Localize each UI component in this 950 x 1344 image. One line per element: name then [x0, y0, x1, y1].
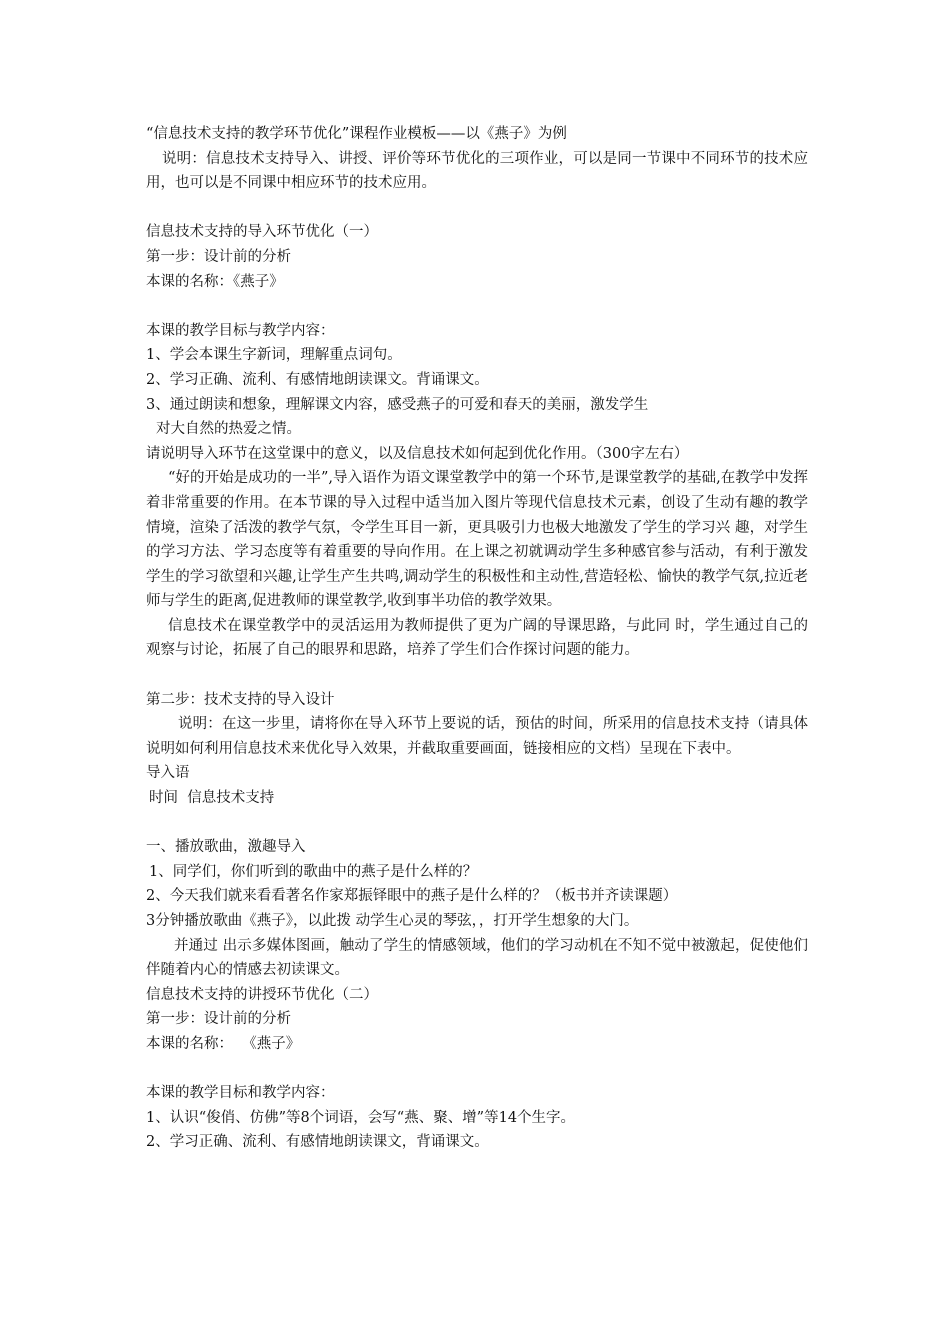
section1-goal-1: 1、学会本课生字新词，理解重点词句。 — [146, 347, 402, 364]
column-intro-label: 导入语 — [146, 765, 190, 782]
section1-paragraph-2: 信息技术在课堂教学中的灵活运用为教师提供了更为广阔的导课思路，与此同 时，学生通过自己的观察与讨论，拓展了自己的眼界和思路，培养了学生们合作探讨问题的能力。 — [146, 617, 808, 659]
intro-note: 说明：信息技术支持导入、讲授、评价等环节优化的三项作业，可以是同一节课中不同环节的技术应用，也可以是不同课中相应环节的技术应用。 — [146, 150, 808, 192]
blank-line — [146, 811, 808, 836]
question-2: 2、今天我们就来看看著名作家郑振铎眼中的燕子是什么样的？（板书并齐读课题） — [146, 888, 678, 905]
blank-line — [146, 294, 808, 319]
section1-step2-note: 说明：在这一步里，请将你在导入环节上要说的话，预估的时间，所采用的信息技术支持（请具体说明如何利用信息技术来优化导入效果，并截取重要画面，链接相应的文档）呈现在下表中。 — [146, 716, 808, 757]
section1-paragraph-3: 并通过 出示多媒体图画，触动了学生的情感领域，他们的学习动机在不知不觉中被激起，促使他们伴随着内心的情感去初读课文。 — [146, 937, 808, 979]
section1-goal-3-cont: 对大自然的热爱之情。 — [156, 421, 301, 438]
section1-goal-3: 3、通过朗读和想象，理解课文内容，感受燕子的可爱和春天的美丽，激发学生 — [146, 396, 649, 413]
section1-lesson-name: 本课的名称：《燕子》 — [146, 273, 284, 290]
blank-line — [146, 196, 808, 221]
document-page — [146, 122, 808, 1155]
question-1: 1、同学们，你们听到的歌曲中的燕子是什么样的？ — [149, 863, 478, 880]
section2-goal-2: 2、学习正确、流利、有感情地朗读课文，背诵课文。 — [146, 1134, 489, 1151]
blank-line — [146, 1057, 808, 1082]
section2-goals-heading: 本课的教学目标和教学内容： — [146, 1085, 335, 1102]
document-title: “信息技术支持的教学环节优化”课程作业模板——以《燕子》为例 — [146, 126, 567, 142]
column-time-tech-label: 时间 信息技术支持 — [149, 790, 275, 807]
section1-heading: 信息技术支持的导入环节优化（一） — [146, 224, 378, 241]
section1-paragraph-1: “好的开始是成功的一半”,导入语作为语文课堂教学中的第一个环节,是课堂教学的基础,在教学中发挥着非常重要的作用。在本节课的导入过程中适当加入图片等现代信息技术元素，创设了生动有趣的教学情境，渲染了活泼的教学气氛，令学生耳目一新，更具吸引力也极大地激发了学生的学习兴 趣，对学生的学习方法、学习态度等有着重要的导向作用。在上课之初就调动学生多种感官参与活动，有利于激发学生的学习欲望和兴趣,让学生产生共鸣,调动学生的积极性和主动性,营造轻松、愉快的教学气氛,拉近老师与学生的距离,促进教师的课堂教学,收到事半功倍的教学效果。 — [146, 470, 808, 610]
section2-lesson-name: 本课的名称： 《燕子》 — [146, 1035, 301, 1052]
section2-step1: 第一步：设计前的分析 — [146, 1011, 291, 1028]
part1-heading: 一、播放歌曲，激趣导入 — [146, 839, 306, 856]
section1-question: 请说明导入环节在这堂课中的意义，以及信息技术如何起到优化作用。（300字左右） — [146, 445, 689, 462]
section1-step2: 第二步：技术支持的导入设计 — [146, 691, 335, 708]
section1-goal-2: 2、学习正确、流利、有感情地朗读课文。背诵课文。 — [146, 371, 489, 388]
blank-line — [146, 663, 808, 688]
section2-goal-1: 1、认识“俊俏、仿佛”等8个词语，会写“燕、聚、增”等14个生字。 — [146, 1109, 576, 1126]
section2-heading: 信息技术支持的讲授环节优化（二） — [146, 986, 378, 1003]
section1-goals-heading: 本课的教学目标与教学内容： — [146, 322, 335, 339]
section1-step1: 第一步：设计前的分析 — [146, 248, 291, 265]
question-3: 3分钟播放歌曲《燕子》，以此拨 动学生心灵的琴弦，，打开学生想象的大门。 — [146, 913, 639, 929]
